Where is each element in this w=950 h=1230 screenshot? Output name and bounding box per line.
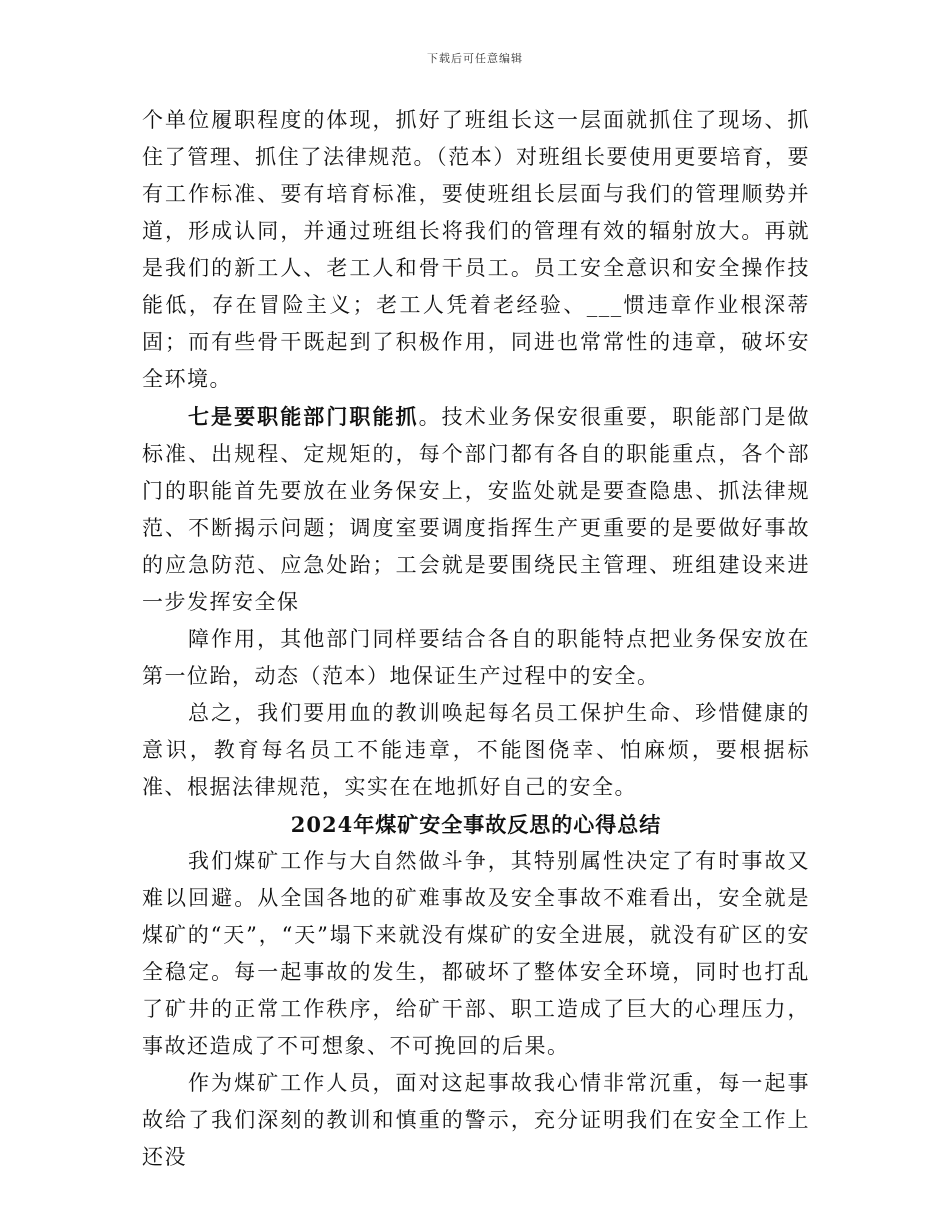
paragraph-summary: 总之，我们要用血的教训唤起每名员工保护生命、珍惜健康的意识，教育每名员工不能违章，不能图侥幸、怕麻烦，要根据标准、根据法律规范，实实在在地抓好自己的安全。 bbox=[142, 701, 810, 799]
paragraph-lead-heading: 七是要职能部门职能抓 bbox=[188, 404, 419, 429]
section-title: 2024年煤矿安全事故反思的心得总结 bbox=[290, 812, 662, 837]
paragraph-functional-departments bbox=[142, 398, 810, 621]
paragraph-team-leaders: 个单位履职程度的体现，抓好了班组长这一层面就抓住了现场、抓住了管理、抓住了法律规范。（范本）对班组长要使用更要培育，要有工作标准、要有培育标准，要使班组长层面与我们的管理顺势并道，形成认同，并通过班组长将我们的管理有效的辐射放大。再就是我们的新工人、老工人和骨干员工。员工安全意识和安全操作技能低，存在冒险主义；老工人凭着老经验、___惯违章作业根深蒂固；而有些骨干既起到了积极作用，同进也常常性的违章，破坏安全环境。 bbox=[142, 108, 810, 391]
paragraph-body-text: 。技术业务保安很重要，职能部门是做标准、出规程、定规矩的，每个部门都有各自的职能重点，各个部门的职能首先要放在业务保安上，安监处就是要查隐患、抓法律规范、不断揭示问题；调度室要调度指挥生产更重要的是要做好事故的应急防范、应急处跆；工会就是要围绕民主管理、班组建设来进一步发挥安全保 bbox=[142, 405, 810, 614]
page-header: 下载后可任意编辑 bbox=[427, 52, 523, 65]
paragraph-continuation: 障作用，其他部门同样要结合各自的职能特点把业务保安放在第一位跆，动态（范本）地保证生产过程中的安全。 bbox=[142, 627, 810, 688]
paragraph-coal-mine-work: 我们煤矿工作与大自然做斗争，其特别属性决定了有时事故又难以回避。从全国各地的矿难事故及安全事故不难看出，安全就是煤矿的“天”，“天”塌下来就没有煤矿的安全进展，就没有矿区的安全稳定。每一起事故的发生，都破坏了整体安全环境，同时也打乱了矿井的正常工作秩序，给矿干部、职工造成了巨大的心理压力，事故还造成了不可想象、不可挽回的后果。 bbox=[142, 849, 810, 1058]
document-body bbox=[142, 102, 810, 1176]
paragraph-reflection: 作为煤矿工作人员，面对这起事故我心情非常沉重，每一起事故给了我们深刻的教训和慎重的警示，充分证明我们在安全工作上还没 bbox=[142, 1071, 810, 1169]
